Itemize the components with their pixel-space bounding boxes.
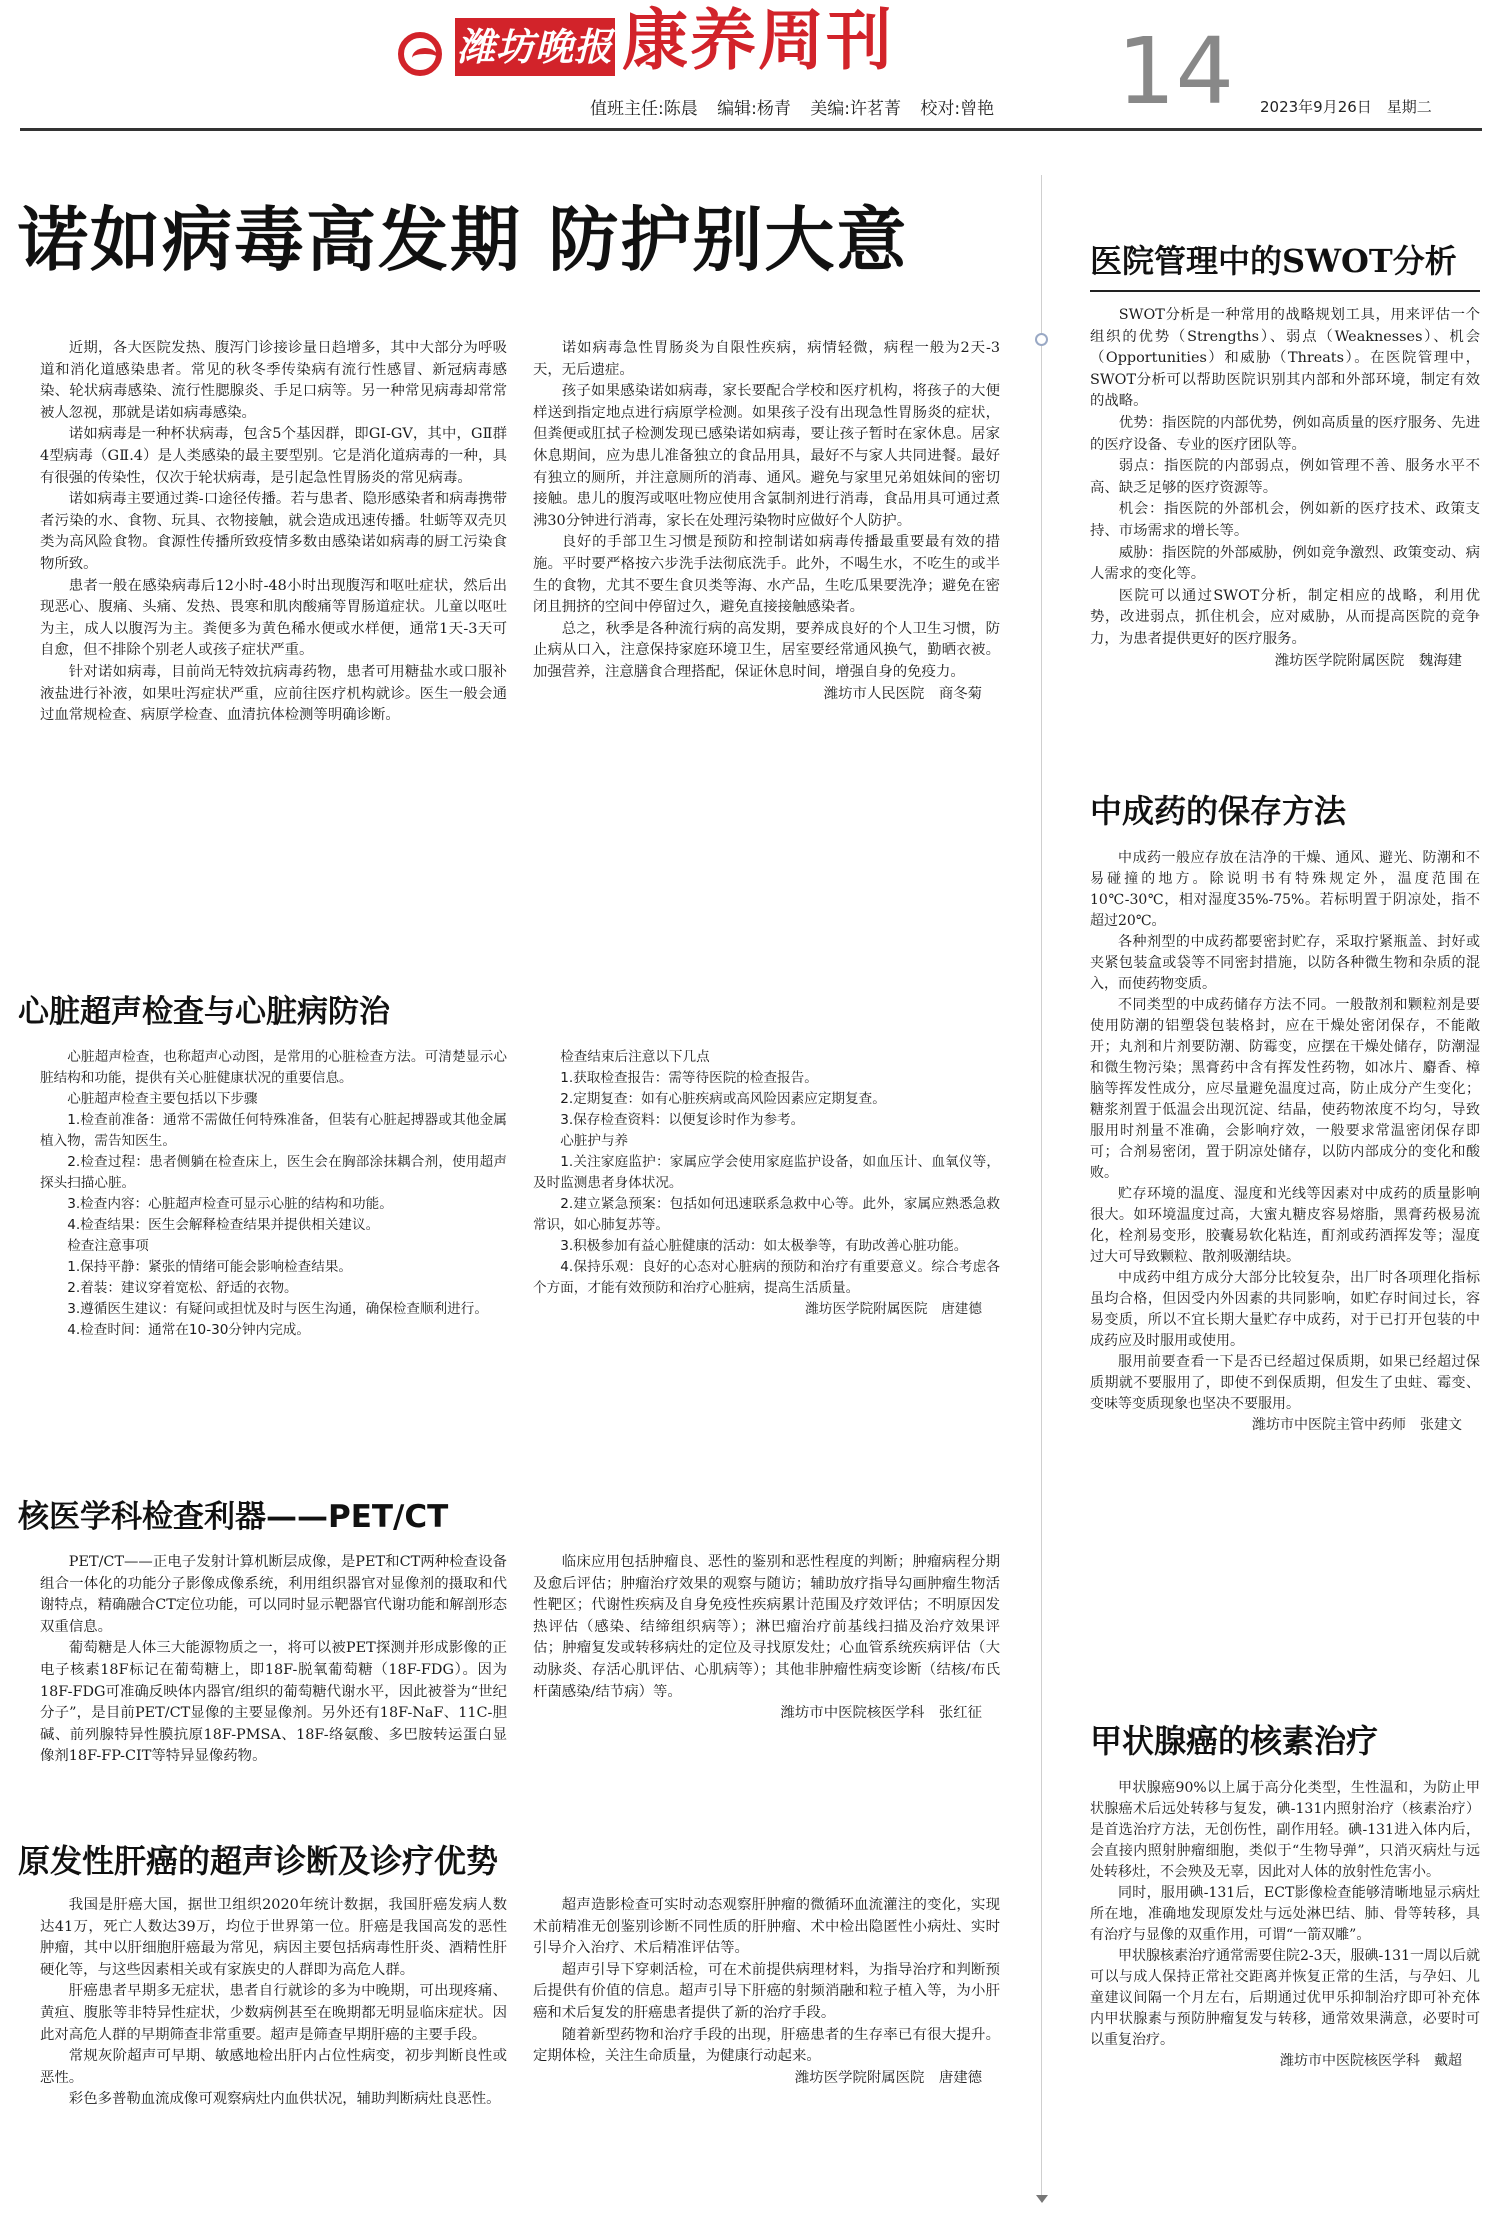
- paper-logo-icon: [398, 32, 442, 76]
- heart-article-title: 心脏超声检查与心脏病防治: [18, 994, 390, 1030]
- norovirus-paragraph: 诺如病毒急性胃肠炎为自限性疾病，病情轻微，病程一般为2天-3天，无后遗症。: [533, 340, 1000, 378]
- petct-paragraph: 葡萄糖是人体三大能源物质之一，将可以被PET探测并形成影像的正电子核素18F标记在葡萄糖上，即18F-脱氧葡萄糖（18F-FDG）。因为18F-FDG可准确反映体内器官/组织的葡萄糖代谢水平，因此被誉为“世纪分子”，是目前PET/CT显像的主要显像剂。另外还有18F-NaF、11C-胆碱、前列腺特异性膜抗原18F-PMSA、18F-络氨酸、多巴胺转运蛋白显像剂18F-FP-CIT等特异显像药物。: [40, 1640, 507, 1765]
- heart-article: [40, 1047, 1000, 1457]
- heart-paragraph: 2.建立紧急预案：包括如何迅速联系急救中心等。此外，家属应熟悉急救常识，如心肺复苏等。: [533, 1196, 1000, 1233]
- heart-byline: 潍坊医学院附属医院 唐建德: [805, 1301, 982, 1317]
- norovirus-paragraph: 良好的手部卫生习惯是预防和控制诺如病毒传播最重要最有效的措施。平时要严格按六步洗手法彻底洗手。此外，不喝生水，不吃生的或半生的食物，尤其不要生食贝类等海、水产品，生吃瓜果要洗净；避免在密闭且拥挤的空间中停留过久，避免直接接触感染者。: [533, 534, 1000, 616]
- credit-proofreader: 校对:曾艳: [920, 99, 995, 119]
- masthead-divider: [20, 128, 1482, 131]
- norovirus-paragraph: 孩子如果感染诺如病毒，家长要配合学校和医疗机构，将孩子的大便样送到指定地点进行病原学检测。如果孩子没有出现急性胃肠炎的症状，但粪便或肛拭子检测发现已感染诺如病毒，要让孩子暂时在家休息。居家休息期间，应为患儿准备独立的食品用具，最好不与家人共同进餐。最好有独立的厕所，并注意厕所的消毒、通风。避免与家里兄弟姐妹间的密切接触。患儿的腹泻或呕吐物应使用含氯制剂进行消毒，食品用具可通过煮沸30分钟进行消毒，家长在处理污染物时应做好个人防护。: [533, 383, 1000, 529]
- swot-article: [1090, 305, 1480, 672]
- tcm-paragraph: 不同类型的中成药储存方法不同。一般散剂和颗粒剂是要使用防潮的铝塑袋包装格封，应在干燥处密闭保存，不能敞开；丸剂和片剂要防潮、防霉变，应摆在干燥处储存，防潮湿和微生物污染；黑膏药中含有挥发性药物，如冰片、麝香、樟脑等挥发性成分，应尽量避免温度过高，防止成分产生变化；糖浆剂置于低温会出现沉淀、结晶，使药物浓度不均匀，导致服用时剂量不准确，会影响疗效，一般要求常温密闭保存即可；合剂易密闭，置于阴凉处储存，以防内部成分的变化和酸败。: [1090, 997, 1480, 1181]
- tcm-byline: 潍坊市中医院主管中药师 张建文: [1252, 1417, 1462, 1433]
- heart-paragraph: 1.获取检查报告：需等待医院的检查报告。: [560, 1070, 818, 1086]
- norovirus-paragraph: 针对诺如病毒，目前尚无特效抗病毒药物，患者可用糖盐水或口服补液盐进行补液，如果吐泻症状严重，应前往医疗机构就诊。医生一般会通过血常规检查、病原学检查、血清抗体检测等明确诊断。: [40, 663, 507, 724]
- heart-paragraph: 2.检查过程：患者侧躺在检查床上，医生会在胸部涂抹耦合剂，使用超声探头扫描心脏。: [40, 1154, 507, 1191]
- heart-paragraph: 心脏超声检查，也称超声心动图，是常用的心脏检查方法。可清楚显示心脏结构和功能，提供有关心脏健康状况的重要信息。: [40, 1049, 507, 1086]
- norovirus-paragraph: 近期，各大医院发热、腹泻门诊接诊量日趋增多，其中大部分为呼吸道和消化道感染患者。常见的秋冬季传染病有流行性感冒、新冠病毒感染、轮状病毒感染、流行性腮腺炎、手足口病等。另一种常见病毒却常常被人忽视，那就是诺如病毒感染。: [40, 340, 507, 421]
- petct-article-title: 核医学科检查利器——PET/CT: [18, 1499, 449, 1535]
- petct-byline: 潍坊市中医院核医学科 张红征: [780, 1705, 982, 1722]
- heart-paragraph: 3.积极参加有益心脏健康的活动：如太极拳等，有助改善心脏功能。: [560, 1238, 968, 1254]
- swot-byline: 潍坊医学院附属医院 魏海建: [1274, 652, 1462, 669]
- liver-paragraph: 超声引导下穿刺活检，可在术前提供病理材料，为指导治疗和判断预后提供有价值的信息。超声引导下肝癌的射频消融和粒子植入等，为小肝癌和术后复发的肝癌患者提供了新的治疗手段。: [533, 1961, 1000, 2021]
- liver-paragraph: 我国是肝癌大国，据世卫组织2020年统计数据，我国肝癌发病人数达41万，死亡人数达39万，均位于世界第一位。肝癌是我国高发的恶性肿瘤，其中以肝细胞肝癌最为常见，病因主要包括病毒性肝炎、酒精性肝硬化等，与这些因素相关或有家族史的人群即为高危人群。: [40, 1897, 507, 1978]
- tcm-article-title: 中成药的保存方法: [1090, 792, 1347, 830]
- heart-paragraph: 3.保存检查资料：以便复诊时作为参考。: [560, 1112, 805, 1128]
- column-marker-icon: [1035, 333, 1048, 346]
- editor-credits: [590, 94, 1008, 119]
- petct-paragraph: 临床应用包括肿瘤良、恶性的鉴别和恶性程度的判断；肿瘤病程分期及愈后评估；肿瘤治疗效果的观察与随访；辅助放疗指导勾画肿瘤生物活性靶区；代谢性疾病及自身免疫性疾病累计范围及疗效评估；不明原因发热评估（感染、结缔组织病等）；淋巴瘤治疗前基线扫描及治疗效果评估；肿瘤复发或转移病灶的定位及寻找原发灶；心血管系统疾病评估（大动脉炎、存活心肌评估、心肌病等）；其他非肿瘤性病变诊断（结核/布氏杆菌感染/结节病）等。: [533, 1554, 1000, 1700]
- heart-paragraph: 2.着装：建议穿着宽松、舒适的衣物。: [67, 1280, 298, 1296]
- heart-paragraph: 检查结束后注意以下几点: [560, 1049, 710, 1065]
- swot-paragraph: 威胁：指医院的外部威胁，例如竞争激烈、政策变动、病人需求的变化等。: [1090, 544, 1480, 583]
- heart-paragraph: 3.检查内容：心脏超声检查可显示心脏的结构和功能。: [67, 1196, 393, 1212]
- swot-paragraph: SWOT分析是一种常用的战略规划工具，用来评估一个组织的优势（Strengths）、弱点（Weaknesses）、机会（Opportunities）和威胁（Threats）。在医院管理中，SWOT分析可以帮助医院识别其内部和外部环境，制定有效的战略。: [1090, 307, 1480, 410]
- liver-article-title: 原发性肝癌的超声诊断及诊疗优势: [18, 1842, 499, 1880]
- petct-article: [40, 1552, 1000, 1812]
- thyroid-byline: 潍坊市中医院核医学科 戴超: [1280, 2053, 1462, 2069]
- thyroid-paragraph: 甲状腺核素治疗通常需要住院2-3天，服碘-131一周以后就可以与成人保持正常社交距离并恢复正常的生活，与孕妇、儿童建议间隔一个月左右，后期通过优甲乐抑制治疗即可补充体内甲状腺素与预防肿瘤复发与转移，通常效果满意，必要时可以重复治疗。: [1090, 1948, 1480, 2048]
- heart-paragraph: 4.检查时间：通常在10-30分钟内完成。: [67, 1322, 310, 1338]
- thyroid-article: [1090, 1778, 1480, 2072]
- tcm-paragraph: 服用前要查看一下是否已经超过保质期，如果已经超过保质期就不要服用了，即使不到保质期，但发生了虫蛀、霉变、变味等变质现象也坚决不要服用。: [1090, 1354, 1480, 1412]
- norovirus-byline: 潍坊市人民医院 商冬菊: [823, 685, 982, 702]
- tcm-paragraph: 中成药一般应存放在洁净的干燥、通风、避光、防潮和不易碰撞的地方。除说明书有特殊规定外，温度范围在10℃-30℃，相对湿度35%-75%。若标明置于阴凉处，指不超过20℃。: [1090, 850, 1480, 929]
- petct-paragraph: PET/CT——正电子发射计算机断层成像，是PET和CT两种检查设备组合一体化的功能分子影像成像系统，利用组织器官对显像剂的摄取和代谢特点，精确融合CT定位功能，可以同时显示靶器官代谢功能和解剖形态双重信息。: [40, 1554, 507, 1635]
- swot-title-rule: [1090, 290, 1480, 292]
- paper-name: 潍坊晚报: [455, 18, 615, 76]
- swot-paragraph: 弱点：指医院的内部弱点，例如管理不善、服务水平不高、缺乏足够的医疗资源等。: [1090, 458, 1480, 496]
- page-number: 14: [1117, 18, 1235, 125]
- tcm-article: [1090, 848, 1480, 1436]
- swot-article-title: 医院管理中的SWOT分析: [1090, 242, 1457, 280]
- heart-paragraph: 检查注意事项: [67, 1238, 149, 1254]
- issue-date: 2023年9月26日 星期二: [1260, 98, 1432, 116]
- masthead: [0, 0, 1500, 140]
- swot-paragraph: 机会：指医院的外部机会，例如新的医疗技术、政策支持、市场需求的增长等。: [1090, 501, 1480, 539]
- liver-paragraph: 肝癌患者早期多无症状，患者自行就诊的多为中晚期，可出现疼痛、黄疸、腹胀等非特异性症状，少数病例甚至在晚期都无明显临床症状。因此对高危人群的早期筛查非常重要。超声是筛查早期肝癌的主要手段。: [40, 1983, 507, 2043]
- tcm-paragraph: 贮存环境的温度、湿度和光线等因素对中成药的质量影响很大。如环境温度过高，大蜜丸糖皮容易熔脂，黑膏药极易流化，栓剂易变形，胶囊易软化粘连，酊剂或药酒挥发等；湿度过大可导致颗粒、散剂吸潮结块。: [1090, 1186, 1480, 1265]
- norovirus-paragraph: 患者一般在感染病毒后12小时-48小时出现腹泻和呕吐症状，然后出现恶心、腹痛、头痛、发热、畏寒和肌肉酸痛等胃肠道症状。儿童以呕吐为主，成人以腹泻为主。粪便多为黄色稀水便或水样便，通常1天-3天可自愈，但不排除个别老人或孩子症状严重。: [40, 577, 507, 659]
- liver-paragraph: 常规灰阶超声可早期、敏感地检出肝内占位性病变，初步判断良性或恶性。: [40, 2048, 507, 2086]
- liver-byline: 潍坊医学院附属医院 唐建德: [794, 2069, 982, 2086]
- heart-paragraph: 4.保持乐观：良好的心态对心脏病的预防和治疗有重要意义。综合考虑各个方面，才能有效预防和治疗心脏病，提高生活质量。: [533, 1259, 1000, 1296]
- column-end-icon: [1036, 2195, 1048, 2203]
- norovirus-article: [40, 338, 1000, 943]
- tcm-paragraph: 中成药中组方成分大部分比较复杂，出厂时各项理化指标虽均合格，但因受内外因素的共同影响，如贮存时间过长，容易变质，所以不宜长期大量贮存中成药，对于已打开包装的中成药应及时服用或使用。: [1090, 1270, 1480, 1349]
- column-divider: [1041, 175, 1042, 2195]
- credit-duty: 值班主任:陈晨: [590, 99, 698, 119]
- main-headline: 诺如病毒高发期 防护别大意: [18, 199, 909, 281]
- thyroid-article-title: 甲状腺癌的核素治疗: [1090, 1722, 1379, 1760]
- heart-paragraph: 2.定期复查：如有心脏疾病或高风险因素应定期复查。: [560, 1091, 886, 1107]
- liver-paragraph: 超声造影检查可实时动态观察肝肿瘤的微循环血流灌注的变化，实现术前精准无创鉴别诊断不同性质的肝肿瘤、术中检出隐匿性小病灶、实时引导介入治疗、术后精准评估等。: [533, 1897, 1000, 1957]
- tcm-paragraph: 各种剂型的中成药都要密封贮存，采取拧紧瓶盖、封好或夹紧包装盒或袋等不同密封措施，以防各种微生物和杂质的混入，而使药物变质。: [1090, 934, 1480, 992]
- swot-paragraph: 优势：指医院的内部优势，例如高质量的医疗服务、先进的医疗设备、专业的医疗团队等。: [1090, 414, 1480, 453]
- liver-article: [40, 1895, 1000, 2200]
- credit-designer: 美编:许茗菁: [810, 99, 902, 119]
- heart-paragraph: 3.遵循医生建议：有疑问或担忧及时与医生沟通，确保检查顺利进行。: [67, 1301, 488, 1317]
- heart-paragraph: 1.关注家庭监护：家属应学会使用家庭监护设备，如血压计、血氧仪等，及时监测患者身体状况。: [533, 1154, 1000, 1191]
- thyroid-paragraph: 同时，服用碘-131后，ECT影像检查能够清晰地显示病灶所在地，准确地发现原发灶与远处淋巴结、肺、骨等转移，具有治疗与显像的双重作用，可谓“一箭双雕”。: [1090, 1885, 1480, 1943]
- norovirus-paragraph: 总之，秋季是各种流行病的高发期，要养成良好的个人卫生习惯，防止病从口入，注意保持家庭环境卫生，居室要经常通风换气，勤晒衣被。加强营养，注意膳食合理搭配，保证休息时间，增强自身的免疫力。: [533, 620, 1000, 680]
- heart-paragraph: 1.保持平静：紧张的情绪可能会影响检查结果。: [67, 1259, 353, 1275]
- norovirus-paragraph: 诺如病毒是一种杯状病毒，包含5个基因群，即GI-GV，其中，GⅡ群4型病毒（GⅡ.4）是人类感染的最主要型别。它是消化道病毒的一种，具有很强的传染性，仅次于轮状病毒，是引起急性胃肠炎的常见病毒。: [40, 426, 507, 486]
- norovirus-paragraph: 诺如病毒主要通过粪-口途径传播。若与患者、隐形感染者和病毒携带者污染的水、食物、玩具、衣物接触，就会造成迅速传播。牡蛎等双壳贝类为高风险食物。食源性传播所致疫情多数由感染诺如病毒的厨工污染食物所致。: [40, 491, 507, 572]
- heart-paragraph: 心脏护与养: [560, 1133, 629, 1149]
- thyroid-paragraph: 甲状腺癌90%以上属于高分化类型，生性温和，为防止甲状腺癌术后远处转移与复发，碘-131内照射治疗（核素治疗）是首选治疗方法，无创伤性，副作用轻。碘-131进入体内后，会直接内照射肿瘤细胞，类似于“生物导弹”，只消灭病灶与远处转移灶，不会殃及无辜，因此对人体的放射性危害小。: [1090, 1780, 1480, 1880]
- heart-paragraph: 4.检查结果：医生会解释检查结果并提供相关建议。: [67, 1217, 380, 1233]
- supplement-title: 康养周刊: [622, 1, 894, 79]
- credit-editor: 编辑:杨青: [717, 99, 791, 119]
- liver-paragraph: 随着新型药物和治疗手段的出现，肝癌患者的生存率已有很大提升。定期体检，关注生命质量，为健康行动起来。: [533, 2026, 1000, 2065]
- swot-paragraph: 医院可以通过SWOT分析，制定相应的战略，利用优势，改进弱点，抓住机会，应对威胁，从而提高医院的竞争力，为患者提供更好的医疗服务。: [1090, 587, 1480, 647]
- liver-paragraph: 彩色多普勒血流成像可观察病灶内血供状况，辅助判断病灶良恶性。: [68, 2091, 501, 2108]
- heart-paragraph: 心脏超声检查主要包括以下步骤: [67, 1091, 258, 1107]
- heart-paragraph: 1.检查前准备：通常不需做任何特殊准备，但装有心脏起搏器或其他金属植入物，需告知医生。: [40, 1112, 507, 1149]
